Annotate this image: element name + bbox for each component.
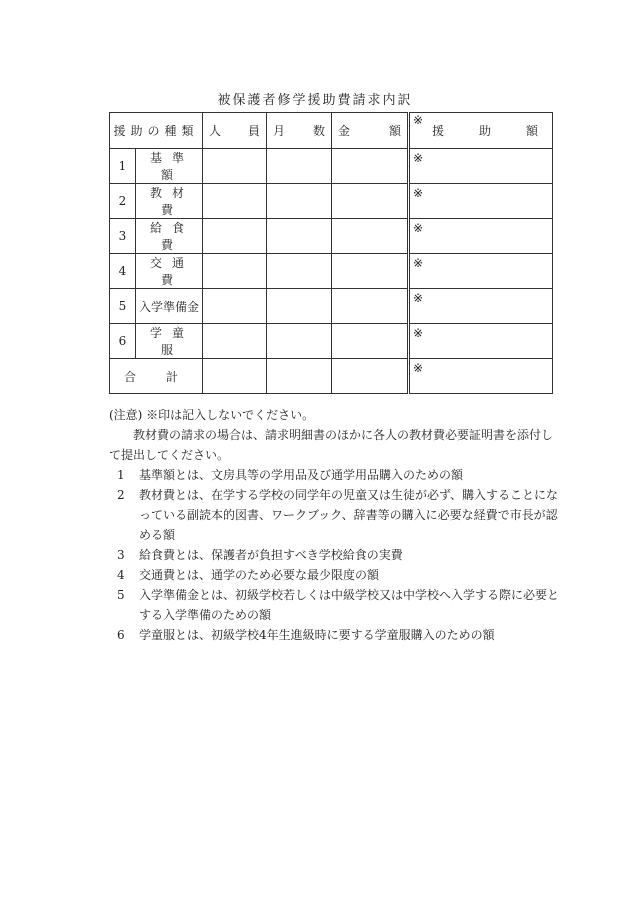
header-months: 月 数	[267, 113, 332, 149]
office-use-mark: ※	[413, 113, 424, 127]
months-cell[interactable]	[267, 289, 332, 324]
total-persons-cell[interactable]	[203, 359, 267, 394]
table-row	[110, 254, 553, 289]
persons-cell[interactable]	[203, 254, 267, 289]
total-aid-amount-cell	[409, 359, 553, 394]
months-cell[interactable]	[267, 219, 332, 254]
request-breakdown-table	[109, 112, 553, 394]
persons-cell[interactable]	[203, 289, 267, 324]
list-item: 4 交通費とは、通学のため必要な最少限度の額	[117, 568, 380, 582]
row-number: 4	[110, 254, 136, 289]
aid-amount-cell	[409, 219, 553, 254]
table-row	[110, 324, 553, 359]
amount-cell[interactable]	[332, 184, 409, 219]
aid-amount-cell	[409, 149, 553, 184]
header-persons: 人 員	[203, 113, 267, 149]
office-use-mark: ※	[413, 186, 424, 200]
list-item: 6 学童服とは、初級学校4年生進級時に要する学童服購入のための額	[117, 628, 495, 642]
persons-cell[interactable]	[203, 149, 267, 184]
header-aid-type: 援助の種類	[110, 113, 203, 149]
header-row	[110, 113, 553, 149]
row-aid-name: 学童服	[136, 324, 203, 359]
list-item: 3 給食費とは、保護者が負担すべき学校給食の実費	[117, 548, 403, 562]
office-use-mark: ※	[413, 361, 424, 375]
total-months-cell[interactable]	[267, 359, 332, 394]
table-row	[110, 149, 553, 184]
header-amount: 金 額	[332, 113, 409, 149]
amount-cell[interactable]	[332, 324, 409, 359]
row-aid-name: 基準額	[136, 149, 203, 184]
aid-amount-cell	[409, 289, 553, 324]
amount-cell[interactable]	[332, 149, 409, 184]
table-row	[110, 219, 553, 254]
persons-cell[interactable]	[203, 184, 267, 219]
notes-heading: (注意) ※印は記入しないでください。	[109, 408, 315, 422]
aid-amount-cell	[409, 324, 553, 359]
list-item: 2 教材費とは、在学する学校の同学年の児童又は生徒が必ず、購入することになっている副読本的図書、ワークブック、辞書等の購入に必要な経費で市長が認める額	[117, 488, 559, 542]
row-number: 5	[110, 289, 136, 324]
total-row	[110, 359, 553, 394]
notes-section	[109, 405, 559, 645]
aid-amount-cell	[409, 254, 553, 289]
office-use-mark: ※	[413, 326, 424, 340]
persons-cell[interactable]	[203, 219, 267, 254]
list-item: 1 基準額とは、文房具等の学用品及び通学用品購入のための額	[117, 468, 464, 482]
table-row	[110, 184, 553, 219]
document-title: 被保護者修学援助費請求内訳	[217, 93, 413, 108]
row-number: 6	[110, 324, 136, 359]
amount-cell[interactable]	[332, 289, 409, 324]
total-amount-cell[interactable]	[332, 359, 409, 394]
office-use-mark: ※	[413, 256, 424, 270]
row-aid-name: 交通費	[136, 254, 203, 289]
row-number: 2	[110, 184, 136, 219]
office-use-mark: ※	[413, 151, 424, 165]
months-cell[interactable]	[267, 254, 332, 289]
months-cell[interactable]	[267, 149, 332, 184]
row-aid-name: 給食費	[136, 219, 203, 254]
header-aid-amount: ※ 援 助 額	[409, 113, 553, 149]
notes-paragraph: 教材費の請求の場合は、請求明細書のほかに各人の教材費必要証明書を添付して提出してください。	[109, 428, 554, 462]
months-cell[interactable]	[267, 324, 332, 359]
amount-cell[interactable]	[332, 219, 409, 254]
row-aid-name: 入学準備金	[136, 289, 203, 324]
office-use-mark: ※	[413, 221, 424, 235]
row-number: 3	[110, 219, 136, 254]
months-cell[interactable]	[267, 184, 332, 219]
row-aid-name: 教材費	[136, 184, 203, 219]
list-item: 5 入学準備金とは、初級学校若しくは中級学校又は中学校へ入学する際に必要とする入学準備のための額	[117, 588, 560, 622]
row-number: 1	[110, 149, 136, 184]
aid-amount-cell	[409, 184, 553, 219]
amount-cell[interactable]	[332, 254, 409, 289]
table-row	[110, 289, 553, 324]
office-use-mark: ※	[413, 291, 424, 305]
persons-cell[interactable]	[203, 324, 267, 359]
total-label: 合 計	[110, 359, 203, 394]
